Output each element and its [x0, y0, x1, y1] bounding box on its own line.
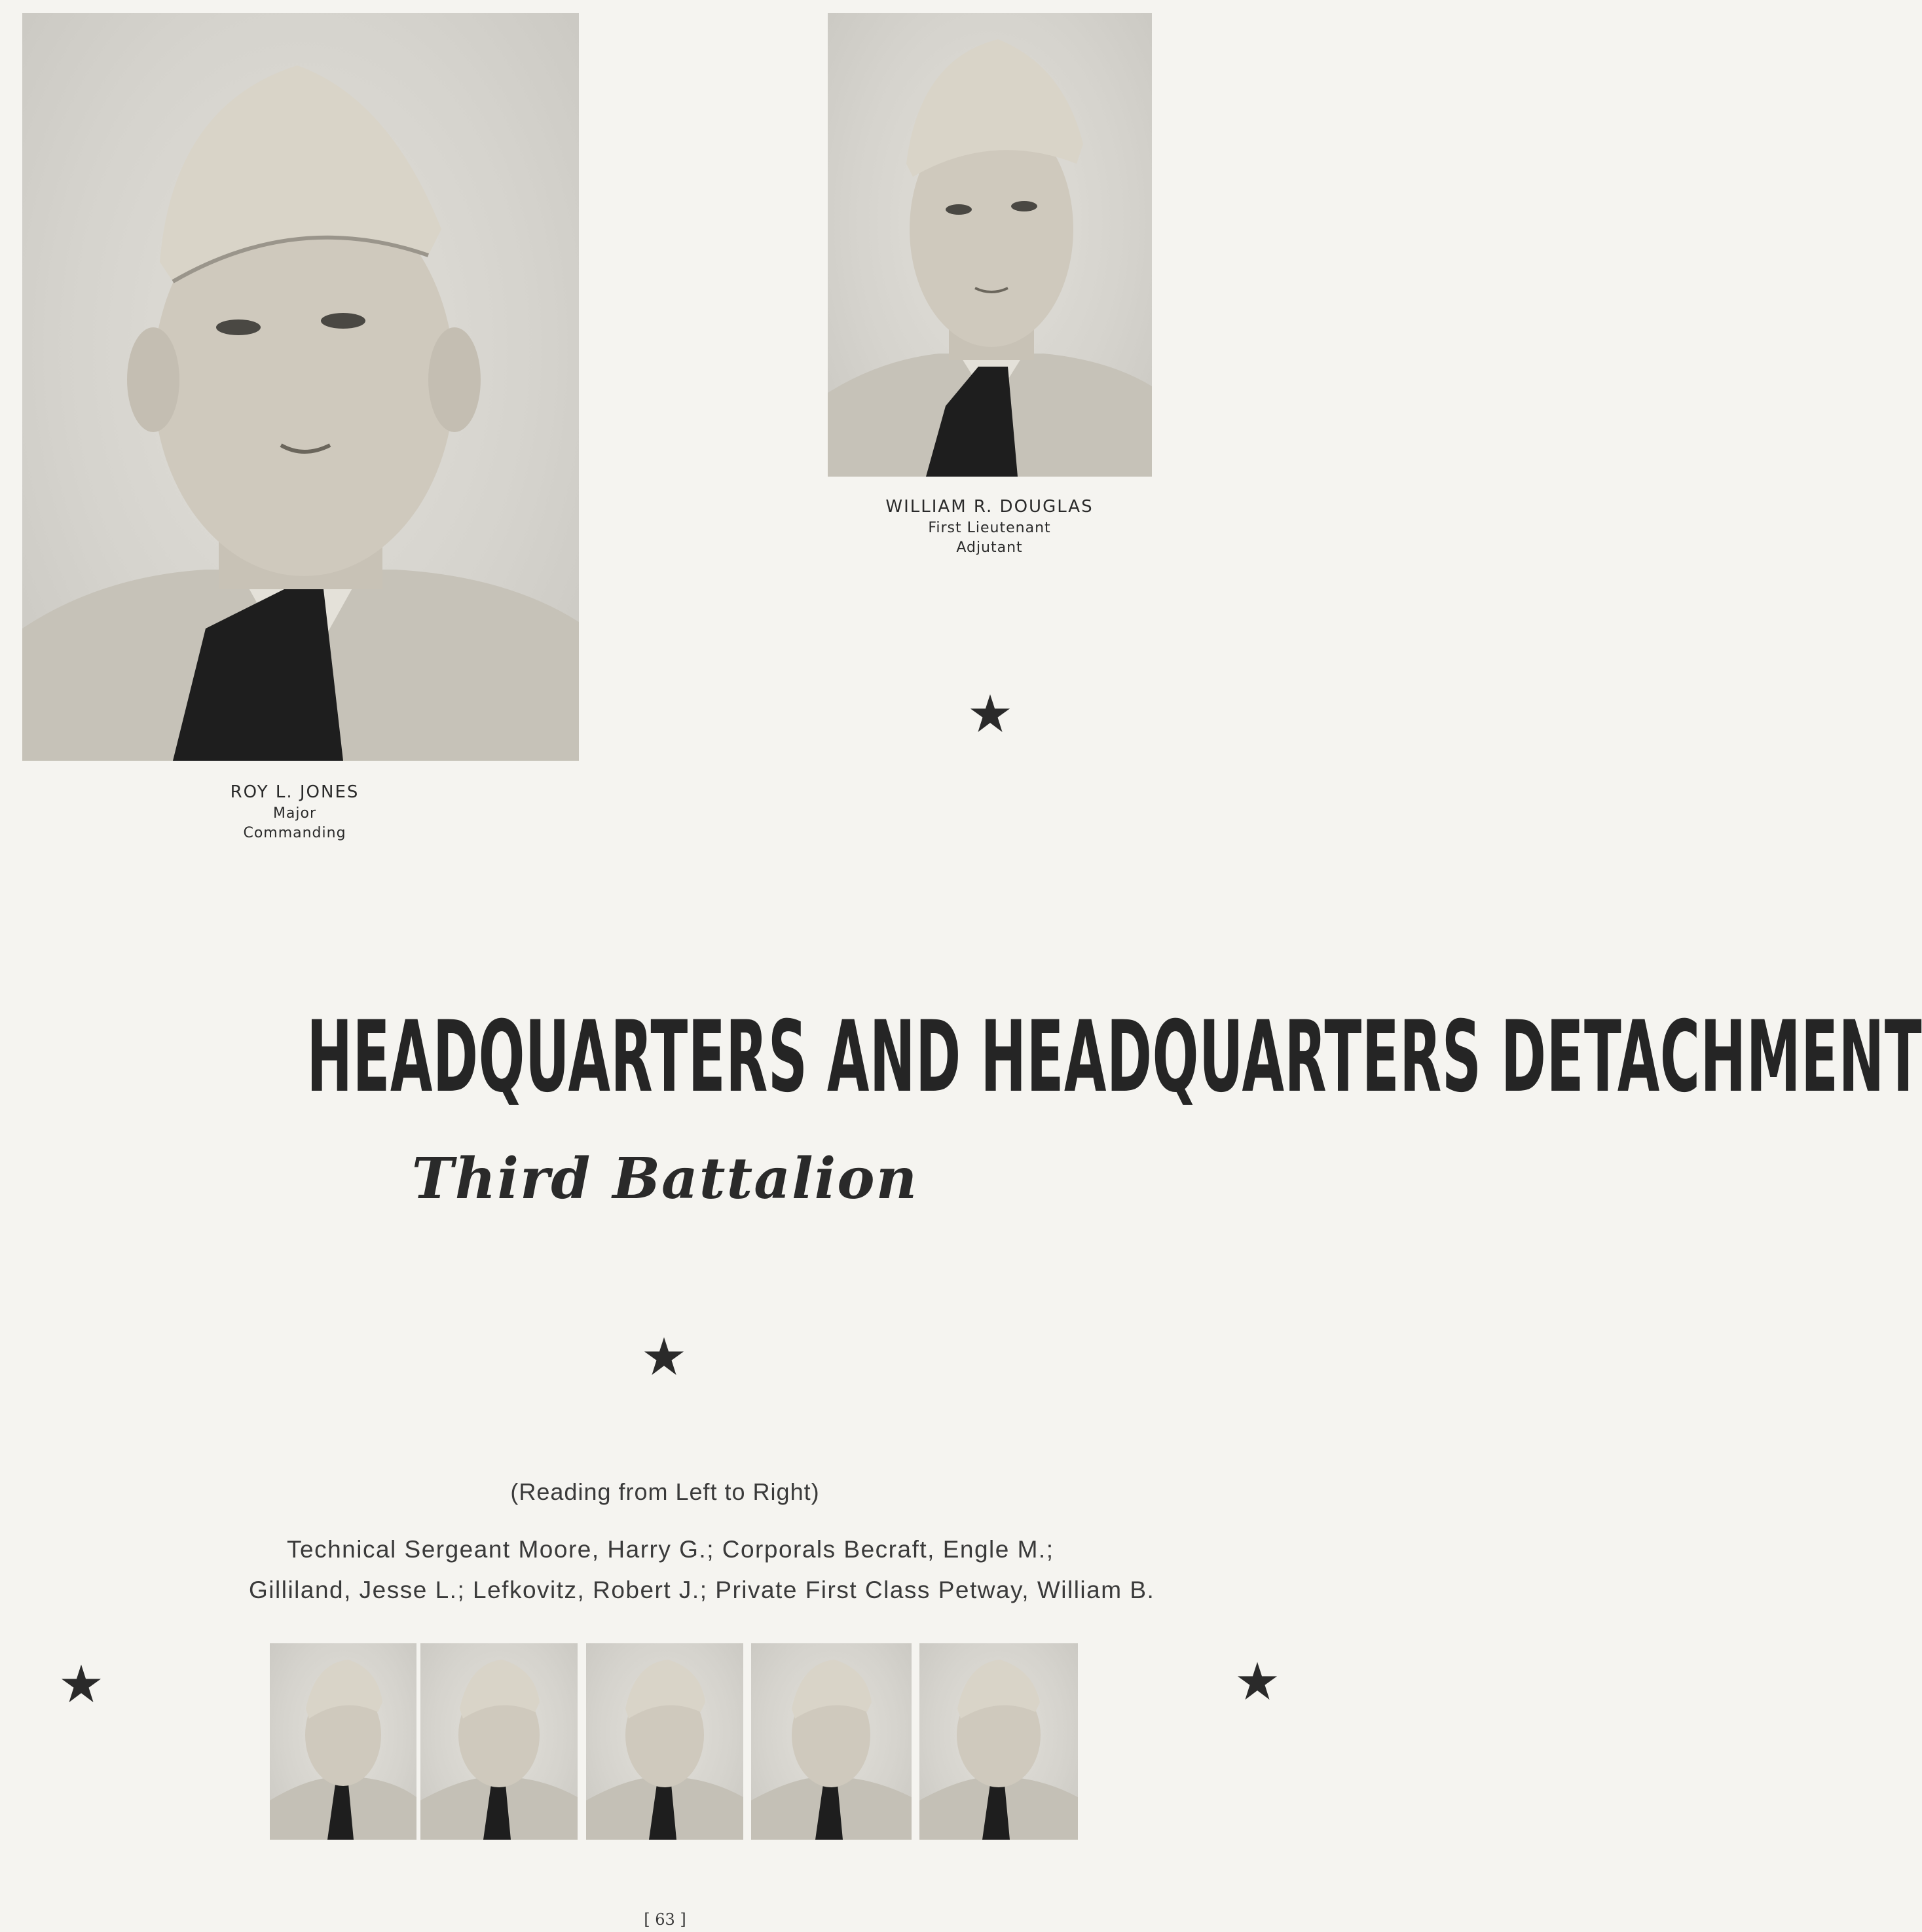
- group-portrait-1: [270, 1643, 416, 1840]
- officer-rank: First Lieutenant: [928, 520, 1051, 536]
- star-icon: [1236, 1660, 1278, 1702]
- page-title: HEADQUARTERS AND HEADQUARTERS DETACHMENT: [306, 1000, 1922, 1114]
- star-icon: [643, 1336, 685, 1377]
- reading-order-note: (Reading from Left to Right): [510, 1478, 820, 1505]
- caption-william-douglas: [859, 495, 1120, 558]
- officer-name: ROY L. JONES: [230, 782, 360, 802]
- caption-roy-jones: [196, 780, 393, 843]
- group-portrait-4: [751, 1643, 912, 1840]
- portrait-roy-jones: [22, 13, 579, 761]
- star-icon: [969, 693, 1011, 735]
- group-portrait-2: [420, 1643, 578, 1840]
- officer-rank: Major: [272, 805, 317, 822]
- page-subtitle: Third Battalion: [411, 1146, 919, 1212]
- page-number: [ 63 ]: [644, 1910, 686, 1929]
- officer-role: Commanding: [243, 825, 346, 841]
- group-portrait-5: [919, 1643, 1078, 1840]
- group-portrait-3: [586, 1643, 743, 1840]
- roster-line-1: Technical Sergeant Moore, Harry G.; Corporals Becraft, Engle M.;: [287, 1536, 1054, 1563]
- portrait-william-douglas: [828, 13, 1152, 477]
- officer-name: WILLIAM R. DOUGLAS: [885, 497, 1094, 517]
- star-icon: [60, 1663, 102, 1705]
- roster-line-2: Gilliland, Jesse L.; Lefkovitz, Robert J.; Private First Class Petway, William B.: [249, 1577, 1155, 1603]
- officer-role: Adjutant: [956, 539, 1023, 556]
